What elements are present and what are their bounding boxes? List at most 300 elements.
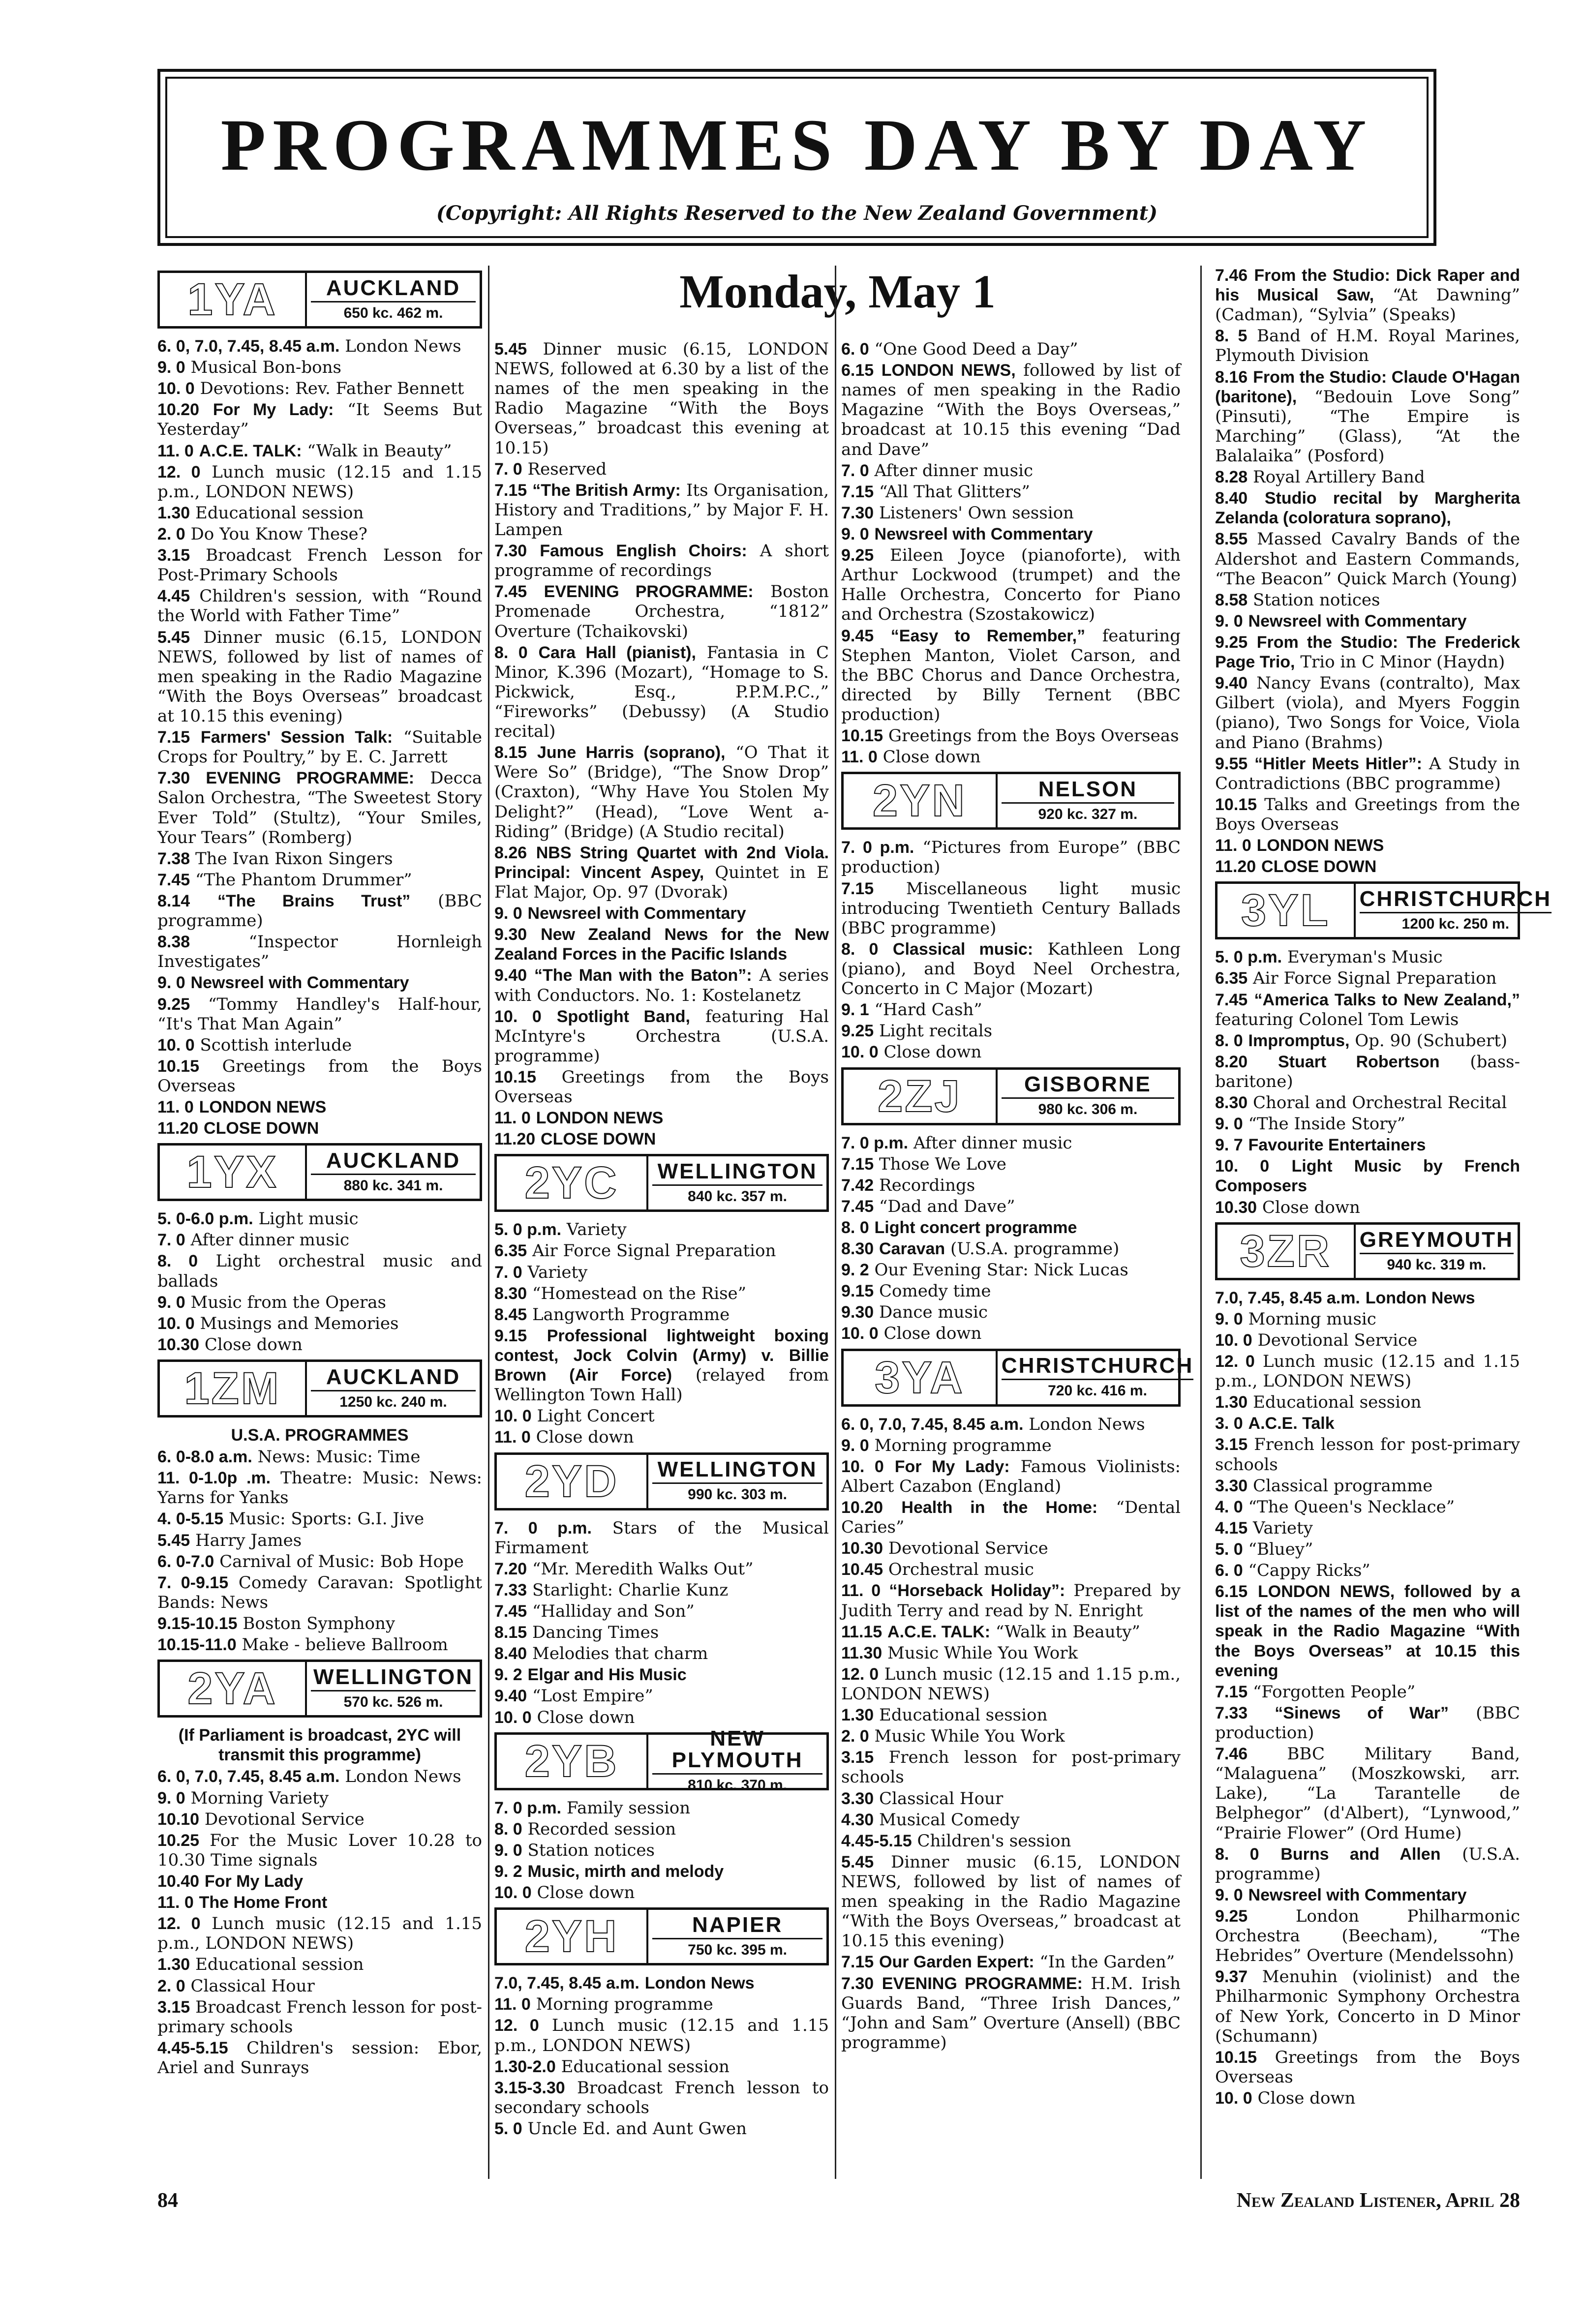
programme-description: “Pictures from Europe” (BBC production)	[841, 838, 1181, 877]
programme-entry	[494, 459, 829, 479]
programme-title: Burns and Allen	[1280, 1844, 1441, 1864]
programme-title: LONDON NEWS	[1256, 836, 1384, 855]
programme-description: Lunch music (12.15 and 1.15 p.m., LONDON NEWS)	[157, 1914, 483, 1954]
programme-description: Famous Violinists: Albert Cazabon (England)	[841, 1456, 1181, 1496]
programme-time: 10.15	[1215, 2048, 1257, 2067]
programme-entry	[157, 1810, 482, 1829]
programme-description: Classical programme	[1253, 1476, 1433, 1496]
programme-description: BBC Military Band, “Malaguena” (Moszkowski, arr. Lake), “La Tarantelle de Belphegor” (d'Albert), “Lynwood,” “Prairie Flower” (Ord Hume)	[1215, 1744, 1520, 1843]
programme-time: 9.40	[494, 966, 527, 985]
programme-time: 9. 7	[1215, 1136, 1243, 1155]
programme-entry	[841, 1952, 1181, 1972]
programme-description: H.M. Irish Guards Band, “Three Irish Dances,” “John and Sam” Overture (Ansell) (BBC programme)	[841, 1973, 1181, 2052]
programme-description: The Ivan Rixon Singers	[195, 848, 393, 869]
programme-time: 8. 0	[494, 1819, 522, 1839]
programme-time: 10. 0	[841, 1324, 879, 1343]
programme-title: Favourite Entertainers	[1248, 1136, 1426, 1155]
programme-description: “It Seems But Yesterday”	[157, 400, 483, 440]
programme-description: Dinner music (6.15, LONDON NEWS, followed by list of names of men speaking in the Radio Magazine “With the Boys Overseas,” broadcast at 10.15 this evening)	[841, 1852, 1181, 1951]
programme-entry	[841, 1302, 1181, 1322]
programme-description: A series with Conductors. No. 1: Kostelanetz	[494, 966, 829, 1005]
programme-description: Children's session	[917, 1831, 1071, 1851]
programme-time: 4.15	[1215, 1518, 1248, 1538]
programme-time: 9. 0	[157, 973, 185, 993]
programme-time: 7. 0	[494, 459, 522, 479]
station-frequency: 650 kc. 462 m.	[343, 304, 443, 321]
programme-title: Studio recital by Margherita Zelanda (coloratura soprano),	[1215, 489, 1520, 528]
programme-description: (BBC programme)	[157, 891, 482, 931]
programme-entry	[841, 1457, 1181, 1496]
programme-entry	[157, 973, 482, 993]
station-header	[841, 1349, 1194, 1407]
programme-description: After dinner music	[874, 460, 1034, 481]
programme-entry	[494, 1406, 829, 1426]
programme-time: 11.15	[841, 1622, 883, 1641]
programme-entry	[1215, 488, 1520, 528]
programme-entry	[494, 1994, 829, 2014]
programme-entry	[494, 1841, 829, 1860]
programme-title: A.C.E. Talk	[1248, 1414, 1335, 1433]
programme-entry	[841, 1042, 1181, 1062]
station-call-sign-2yn: 2YN	[844, 774, 998, 827]
programme-entry	[841, 1748, 1181, 1787]
programme-time: 9. 0	[494, 1841, 522, 1860]
programme-description: “Cappy Ricks”	[1248, 1561, 1370, 1581]
programme-description: Lunch music (12.15 and 1.15 p.m., LONDON NEWS)	[494, 2016, 829, 2055]
programme-description: Educational session	[1253, 1392, 1422, 1413]
programme-entry	[494, 1108, 829, 1128]
programme-description: Close down	[204, 1334, 303, 1355]
page-number: 84	[157, 2189, 178, 2212]
programme-description: Melodies that charm	[532, 1644, 708, 1664]
programme-time: 8.26	[494, 843, 527, 862]
programme-time: 7.30	[157, 769, 190, 788]
programme-entry	[157, 503, 482, 523]
programme-entry	[1215, 1135, 1520, 1155]
programme-entry	[1215, 1744, 1520, 1843]
station-call-sign-2yb: 2YB	[497, 1735, 648, 1788]
programme-time: 8.16	[1215, 367, 1248, 387]
station-info	[307, 1662, 480, 1715]
programme-time: 10. 0	[494, 1407, 532, 1426]
programme-time: 9. 1	[841, 1000, 869, 1020]
programme-time: 10.20	[157, 400, 200, 420]
programme-entry	[1215, 836, 1520, 855]
programme-description: Station notices	[1253, 590, 1380, 610]
programme-entry	[841, 339, 1181, 359]
station-header	[157, 1359, 482, 1418]
programme-entry	[157, 768, 482, 847]
station-header	[494, 1726, 829, 1794]
programme-entry	[1215, 1198, 1520, 1217]
programme-entry	[494, 1601, 829, 1621]
programme-time: 9. 2	[494, 1862, 522, 1881]
programme-description: After dinner music	[913, 1133, 1072, 1153]
programme-time: 5. 0	[1215, 1540, 1243, 1559]
station-header	[157, 1660, 482, 1718]
station-info	[998, 774, 1178, 827]
programme-description: Dancing Times	[532, 1623, 659, 1643]
programme-entry	[841, 1197, 1181, 1216]
programme-description: Recorded session	[527, 1819, 676, 1839]
programme-time: 7. 0 p.m.	[841, 838, 914, 857]
programme-time: 8.14	[157, 891, 190, 910]
programme-entry	[157, 1230, 482, 1250]
programme-time: 5.45	[157, 1531, 190, 1550]
programme-description: featuring Colonel Tom Lewis	[1215, 1009, 1459, 1029]
programme-entry	[1215, 529, 1520, 588]
programme-description: “Dad and Dave”	[879, 1196, 1015, 1216]
column-3	[841, 339, 1194, 2258]
programme-entry	[841, 1260, 1181, 1280]
programme-time: 1.30	[157, 1955, 190, 1974]
programme-time: 9. 0	[1215, 1115, 1243, 1134]
station-note: (If Parliament is broadcast, 2YC will transmit this programme)	[178, 1726, 461, 1765]
programme-title: Our Garden Expert:	[879, 1953, 1035, 1972]
programme-entry	[157, 995, 482, 1034]
programme-time: 4. 0-5.15	[157, 1509, 224, 1529]
programme-time: 9.25	[157, 995, 190, 1014]
programme-description: Quintet in E Flat Major, Op. 97 (Dvorak)	[494, 862, 829, 902]
programme-title: From the Studio: The Frederick Page Trio,	[1215, 633, 1520, 672]
programme-time: 3.15-3.30	[494, 2078, 565, 2097]
programme-entry	[841, 1324, 1181, 1343]
programme-description: “Lost Empire”	[532, 1686, 653, 1706]
station-city: GREYMOUTH	[1360, 1229, 1514, 1254]
programme-description: Musings and Memories	[200, 1313, 399, 1333]
programme-entry	[494, 1284, 829, 1303]
programme-time: 11. 0	[157, 1893, 194, 1912]
station-header	[494, 1154, 829, 1212]
station-call-sign-1ya: 1YA	[160, 273, 307, 326]
programme-title: “The Man with the Baton”:	[534, 966, 752, 985]
programme-title: A.C.E. TALK:	[199, 441, 302, 460]
programme-time: 9.30	[841, 1303, 874, 1322]
programme-time: 11. 0	[157, 1098, 194, 1117]
programme-entry	[841, 1789, 1181, 1809]
programme-entry	[841, 503, 1181, 523]
programme-time: 9. 0	[1215, 1309, 1243, 1328]
station-frequency: 840 kc. 357 m.	[688, 1188, 787, 1205]
programme-entry	[494, 743, 829, 842]
programme-time: 6.35	[1215, 969, 1248, 988]
programme-time: 7. 0 p.m.	[494, 1518, 592, 1538]
programme-description: “Walk in Beauty”	[995, 1622, 1140, 1642]
programme-entry	[841, 1281, 1181, 1301]
station-frequency: 810 kc. 370 m.	[688, 1777, 787, 1794]
copyright-notice: (Copyright: All Rights Reserved to the New Zealand Government)	[436, 202, 1158, 225]
programme-time: 4.45	[157, 587, 190, 606]
programme-time: 3.15	[841, 1748, 874, 1767]
programme-title: Light concert programme	[874, 1218, 1077, 1237]
programme-time: 6.35	[494, 1241, 527, 1261]
programme-entry	[494, 1708, 829, 1727]
programme-title: Light Music by French Composers	[1215, 1157, 1520, 1196]
programme-description: Variety	[1253, 1518, 1313, 1538]
programme-entry	[1215, 754, 1520, 793]
programme-time: 3.30	[841, 1789, 874, 1808]
programme-entry	[841, 1539, 1181, 1558]
programme-time: 7.42	[841, 1176, 874, 1195]
programme-entry	[841, 726, 1181, 746]
station-call-sign-2zj: 2ZJ	[844, 1070, 998, 1123]
programme-entry	[494, 904, 829, 923]
programme-time: 6. 0-7.0	[157, 1552, 214, 1571]
programme-title: LONDON NEWS	[199, 1098, 327, 1117]
programme-description: Air Force Signal Preparation	[532, 1241, 776, 1261]
programme-title: CLOSE DOWN	[204, 1119, 319, 1138]
programme-entry	[1215, 1518, 1520, 1538]
programme-entry	[841, 482, 1181, 502]
programme-entry	[494, 1798, 829, 1818]
programme-entry	[841, 626, 1181, 725]
programme-description: Boston Symphony	[243, 1614, 396, 1634]
programme-entry	[157, 358, 482, 377]
station-city: NELSON	[1002, 779, 1174, 804]
programme-entry	[841, 1974, 1181, 2052]
station-call-sign-3ya: 3YA	[844, 1351, 998, 1404]
programme-entry	[494, 1129, 829, 1149]
programme-title: Farmers' Session Talk:	[200, 728, 393, 747]
programme-title: Newsreel with Commentary	[1248, 611, 1467, 631]
programme-entry	[1215, 795, 1520, 834]
programme-entry	[494, 1220, 829, 1239]
programme-entry	[157, 932, 482, 971]
programme-entry	[1215, 1476, 1520, 1496]
programme-time: 4.45-5.15	[157, 2038, 228, 2057]
programme-title: Elgar and His Music	[527, 1665, 687, 1685]
programme-time: 8. 0	[157, 1252, 198, 1271]
programme-time: 6.15	[841, 361, 874, 380]
station-info	[998, 1351, 1197, 1404]
programme-time: 9. 2	[841, 1261, 869, 1280]
programme-title: From the Studio: Dick Raper and his Musical Saw,	[1215, 266, 1520, 305]
programme-entry	[494, 541, 829, 580]
programme-time: 7.0, 7.45, 8.45 a.m.	[1215, 1288, 1360, 1307]
programme-entry	[157, 1118, 482, 1138]
programme-title: Cara Hall (pianist),	[538, 643, 696, 662]
programme-entry	[494, 925, 829, 964]
programme-entry	[1215, 1844, 1520, 1884]
programme-description: Close down	[1262, 1197, 1360, 1217]
programme-description: Light recitals	[879, 1021, 993, 1041]
programme-time: 11. 0	[494, 1428, 531, 1447]
programme-time: 3. 0	[1215, 1414, 1243, 1433]
programme-time: 8. 0	[1215, 1031, 1243, 1050]
programme-title: New Zealand News for the New Zealand Forces in the Pacific Islands	[494, 925, 829, 964]
programme-time: 9.40	[1215, 674, 1248, 693]
programme-time: 10. 0	[841, 1457, 884, 1476]
masthead-inner-frame	[165, 77, 1429, 238]
programme-title: Professional lightweight boxing contest, Jock Colvin (Army) v. Billie Brown (Air Force)	[494, 1326, 829, 1385]
programme-time: 11. 0	[157, 441, 194, 460]
programme-entry	[494, 1518, 829, 1558]
programme-time: 12. 0	[1215, 1352, 1255, 1371]
column-2	[494, 339, 829, 2258]
station-city: AUCKLAND	[311, 277, 476, 302]
programme-entry	[157, 586, 482, 626]
programme-time: 9.15	[841, 1282, 874, 1301]
station-frequency: 940 kc. 319 m.	[1387, 1256, 1487, 1273]
station-header	[841, 1067, 1181, 1125]
programme-time: 7.15	[841, 1154, 874, 1174]
programme-time: 11.20	[494, 1130, 536, 1149]
programme-entry	[157, 336, 482, 356]
programme-description: Variety	[566, 1220, 627, 1240]
programme-time: 10.15	[157, 1056, 200, 1076]
programme-time: 10.15	[841, 726, 883, 746]
programme-description: Light Concert	[537, 1406, 655, 1426]
programme-entry	[841, 1415, 1181, 1434]
programme-description: Menuhin (violinist) and the Philharmonic Symphony Orchestra of New York, Concerto in D Minor (Schumann)	[1215, 1967, 1520, 2046]
programme-time: 5.45	[157, 628, 190, 647]
programme-time: 10. 0	[841, 1043, 879, 1062]
programme-title: Newsreel with Commentary	[1248, 1885, 1467, 1904]
programme-time: 7.15	[841, 482, 874, 501]
station-call-sign-1zm: 1ZM	[160, 1362, 307, 1415]
programme-entry	[1215, 326, 1520, 365]
programme-description: Lunch music (12.15 and 1.15 p.m., LONDON NEWS)	[1215, 1352, 1521, 1391]
programme-time: 10. 0	[157, 379, 195, 398]
programme-entry	[494, 1007, 829, 1066]
programme-entry	[841, 1154, 1181, 1174]
programme-description: “All That Glitters”	[879, 482, 1030, 502]
programme-time: 7.15	[841, 1953, 874, 1972]
station-info	[307, 1146, 480, 1199]
station-note: U.S.A. PROGRAMMES	[231, 1426, 409, 1445]
programme-title: Music, mirth and melody	[527, 1862, 724, 1881]
programme-entry	[157, 1531, 482, 1550]
programme-time: 2. 0	[157, 1976, 185, 1995]
programme-description: French lesson for post-primary schools	[1215, 1435, 1520, 1475]
page-footer	[157, 2189, 1520, 2218]
programme-title: For My Lady:	[894, 1457, 1010, 1476]
programme-time: 8.55	[1215, 530, 1248, 549]
column-1	[157, 266, 482, 2184]
programme-title: LONDON NEWS	[536, 1109, 664, 1128]
programme-description: “Inspector Hornleigh Investigates”	[157, 932, 482, 972]
programme-description: Educational session	[879, 1705, 1048, 1725]
programme-description: “One Good Deed a Day”	[874, 339, 1078, 359]
programme-description: Boston Promenade Orchestra, “1812” Overture (Tchaikovski)	[494, 582, 829, 641]
programme-entry	[494, 582, 829, 641]
programme-description: (U.S.A. programme)	[950, 1239, 1120, 1259]
station-header	[841, 772, 1181, 830]
programme-description: Trio in C Minor (Haydn)	[1300, 652, 1505, 672]
programme-description: Our Evening Star: Nick Lucas	[874, 1260, 1128, 1280]
programme-time: 10.20	[841, 1498, 883, 1517]
programme-time: 9.25	[841, 1022, 874, 1041]
programme-time: 11. 0	[494, 1995, 531, 2014]
programme-entry	[841, 1218, 1181, 1237]
programme-description: Devotional Service	[888, 1539, 1048, 1559]
programme-time: 9. 0	[494, 904, 522, 923]
programme-description: News: Music: Time	[257, 1447, 421, 1467]
programme-description: Educational session	[195, 1955, 364, 1975]
programme-time: 7.30	[841, 1974, 874, 1993]
programme-description: London Philharmonic Orchestra (Beecham), “The Hebrides” Overture (Mendelssohn)	[1215, 1906, 1520, 1966]
station-info	[648, 1910, 826, 1963]
programme-title: “Horseback Holiday”:	[889, 1581, 1065, 1600]
programme-time: 7.46	[1215, 266, 1248, 285]
programme-title: “Hitler Meets Hitler”:	[1254, 754, 1422, 773]
programme-entry	[494, 1427, 829, 1447]
programme-time: 10.15-11.0	[157, 1635, 237, 1655]
programme-time: 8.30	[841, 1239, 874, 1259]
programme-description: Comedy Caravan: Spotlight Bands: News	[157, 1572, 482, 1612]
programme-entry	[157, 1468, 482, 1508]
station-frequency: 1250 kc. 240 m.	[339, 1393, 447, 1410]
programme-description: Family session	[566, 1798, 691, 1818]
programme-time: 2. 0	[841, 1727, 869, 1746]
programme-entry	[494, 643, 829, 742]
programme-description: Greetings from the Boys Overseas	[1215, 2047, 1520, 2087]
programme-description: A short programme of recordings	[494, 541, 829, 581]
programme-entry	[841, 1726, 1181, 1746]
programme-time: 7.20	[494, 1559, 527, 1578]
programme-time: 1.30	[841, 1706, 874, 1725]
programme-entry	[841, 1133, 1181, 1153]
programme-entry	[157, 1767, 482, 1786]
programme-description: Royal Artillery Band	[1253, 467, 1425, 487]
programme-time: 8.45	[494, 1305, 527, 1324]
programme-time: 6.15	[1215, 1582, 1248, 1601]
programme-entry	[1215, 1309, 1520, 1329]
programme-entry	[494, 2078, 829, 2117]
station-info	[998, 1070, 1178, 1123]
programme-time: 7.38	[157, 849, 190, 868]
programme-entry	[1215, 673, 1520, 752]
station-city: AUCKLAND	[311, 1150, 476, 1175]
programme-time: 7. 0 p.m.	[841, 1133, 909, 1152]
programme-description: “Walk in Beauty”	[307, 441, 452, 461]
programme-description: Station notices	[527, 1840, 655, 1860]
station-header	[157, 1143, 482, 1201]
programme-entry	[1215, 1052, 1520, 1091]
station-header	[494, 1907, 829, 1965]
programme-entry	[841, 1831, 1181, 1851]
programme-description: (BBC production)	[1215, 1703, 1520, 1743]
programme-time: 9.25	[841, 546, 874, 565]
programme-time: 6. 0	[841, 340, 869, 359]
programme-entry	[494, 1326, 829, 1405]
programme-entry	[157, 1056, 482, 1096]
programme-description: Carnival of Music: Bob Hope	[219, 1551, 464, 1571]
programme-time: 7.30	[494, 542, 527, 561]
programme-time: 4.45-5.15	[841, 1831, 912, 1850]
programme-description: Uncle Ed. and Aunt Gwen	[527, 2118, 747, 2139]
programme-entry	[1215, 857, 1520, 876]
programme-time: 8. 0	[1215, 1844, 1259, 1864]
programme-entry	[1215, 990, 1520, 1029]
programme-time: 9.45	[841, 626, 874, 645]
programme-description: Close down	[536, 1427, 634, 1448]
programme-title: “Easy to Remember,”	[890, 626, 1086, 645]
programme-description: “Bedouin Love Song” (Pinsuti), “The Empire is Marching” (Glass), “At the Balalaika” (Posford)	[1215, 387, 1520, 466]
programme-time: 6. 0, 7.0, 7.45, 8.45 a.m.	[157, 337, 340, 356]
programme-entry	[841, 747, 1181, 767]
programme-time: 7.45	[494, 582, 527, 602]
programme-entry	[157, 1293, 482, 1312]
programme-entry	[1215, 1093, 1520, 1113]
programme-description: Everyman's Music	[1287, 947, 1443, 967]
programme-description: (U.S.A. programme)	[1215, 1844, 1521, 1884]
programme-description: “Mr. Meredith Walks Out”	[532, 1559, 754, 1579]
programme-description: Educational session	[195, 503, 364, 523]
programme-description: Music from the Operas	[190, 1292, 386, 1312]
programme-entry	[494, 1241, 829, 1261]
programme-entry	[494, 1067, 829, 1107]
